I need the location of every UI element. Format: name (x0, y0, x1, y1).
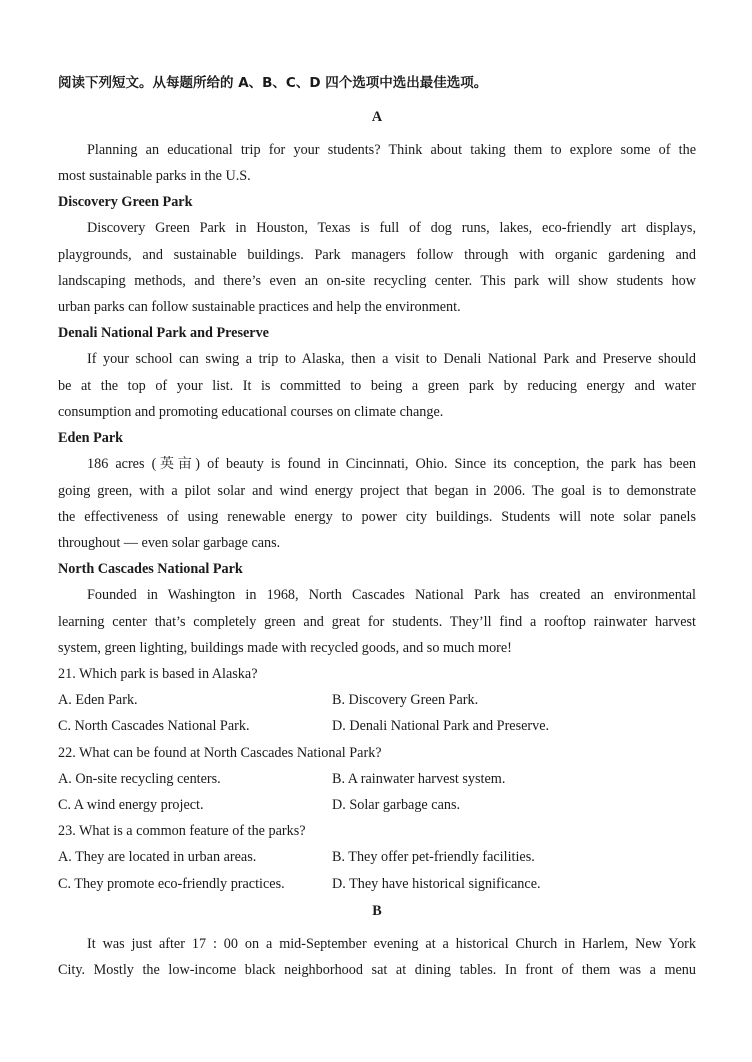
park-heading-discovery-green: Discovery Green Park (58, 194, 193, 210)
option-21-c: C. North Cascades National Park. (58, 718, 250, 734)
paragraph-line: 186 acres (英亩) of beauty is found in Cincinnati, Ohio. Since its conception, the park has been (87, 456, 696, 472)
option-23-b: B. They offer pet-friendly facilities. (332, 849, 535, 865)
paragraph-line: throughout — even solar garbage cans. (58, 535, 281, 551)
paragraph-line: landscaping methods, and there’s even an on-site recycling center. This park will show students how (58, 273, 696, 289)
park-heading-denali: Denali National Park and Preserve (58, 325, 269, 341)
paragraph-line: It was just after 17 : 00 on a mid-September evening at a historical Church in Harlem, New York (87, 936, 696, 952)
option-23-d: D. They have historical significance. (332, 876, 541, 892)
paragraph-line: consumption and promoting educational courses on climate change. (58, 404, 444, 420)
paragraph-line: If your school can swing a trip to Alaska, then a visit to Denali National Park and Preserve should (87, 351, 696, 367)
option-22-a: A. On-site recycling centers. (58, 771, 221, 787)
section-a-label: A (371, 109, 383, 125)
instruction-text: 阅读下列短文。从每题所给的 A、B、C、D 四个选项中选出最佳选项。 (58, 75, 488, 91)
paragraph-line: urban parks can follow sustainable practices and help the environment. (58, 299, 461, 315)
option-22-d: D. Solar garbage cans. (332, 797, 461, 813)
paragraph-line: be at the top of your list. It is committed to being a green park by reducing energy and water (58, 378, 696, 394)
paragraph-line: Founded in Washington in 1968, North Cascades National Park has created an environmental (87, 587, 696, 603)
paragraph-line: system, green lighting, buildings made with recycled goods, and so much more! (58, 640, 512, 656)
paragraph-line: learning center that’s completely green and great for students. They’ll find a rooftop rainwater harvest (58, 614, 696, 630)
section-b-label: B (372, 903, 382, 919)
option-21-a: A. Eden Park. (58, 692, 138, 708)
option-22-c: C. A wind energy project. (58, 797, 204, 813)
paragraph-line: the effectiveness of using renewable energy to power city buildings. Students will note solar panels (58, 509, 696, 525)
intro-line: Planning an educational trip for your students? Think about taking them to explore some of the (87, 142, 696, 158)
question-stem-22: 22. What can be found at North Cascades National Park? (58, 745, 382, 761)
park-heading-eden: Eden Park (58, 430, 124, 446)
question-stem-23: 23. What is a common feature of the parks? (58, 823, 306, 839)
paragraph-line: going green, with a pilot solar and wind energy project that began in 2006. The goal is to demonstrate (58, 483, 696, 499)
option-22-b: B. A rainwater harvest system. (332, 771, 506, 787)
paragraph-line: City. Mostly the low-income black neighborhood sat at dining tables. In front of them was a menu (58, 962, 696, 978)
option-23-c: C. They promote eco-friendly practices. (58, 876, 285, 892)
paragraph-line: Discovery Green Park in Houston, Texas is full of dog runs, lakes, eco-friendly art displays, (87, 220, 696, 236)
option-21-b: B. Discovery Green Park. (332, 692, 479, 708)
paragraph-line: playgrounds, and sustainable buildings. Park managers follow through with organic gardening and (58, 247, 696, 263)
option-21-d: D. Denali National Park and Preserve. (332, 718, 550, 734)
intro-line: most sustainable parks in the U.S. (58, 168, 251, 184)
question-stem-21: 21. Which park is based in Alaska? (58, 666, 258, 682)
option-23-a: A. They are located in urban areas. (58, 849, 257, 865)
park-heading-north-cascades: North Cascades National Park (58, 561, 243, 577)
